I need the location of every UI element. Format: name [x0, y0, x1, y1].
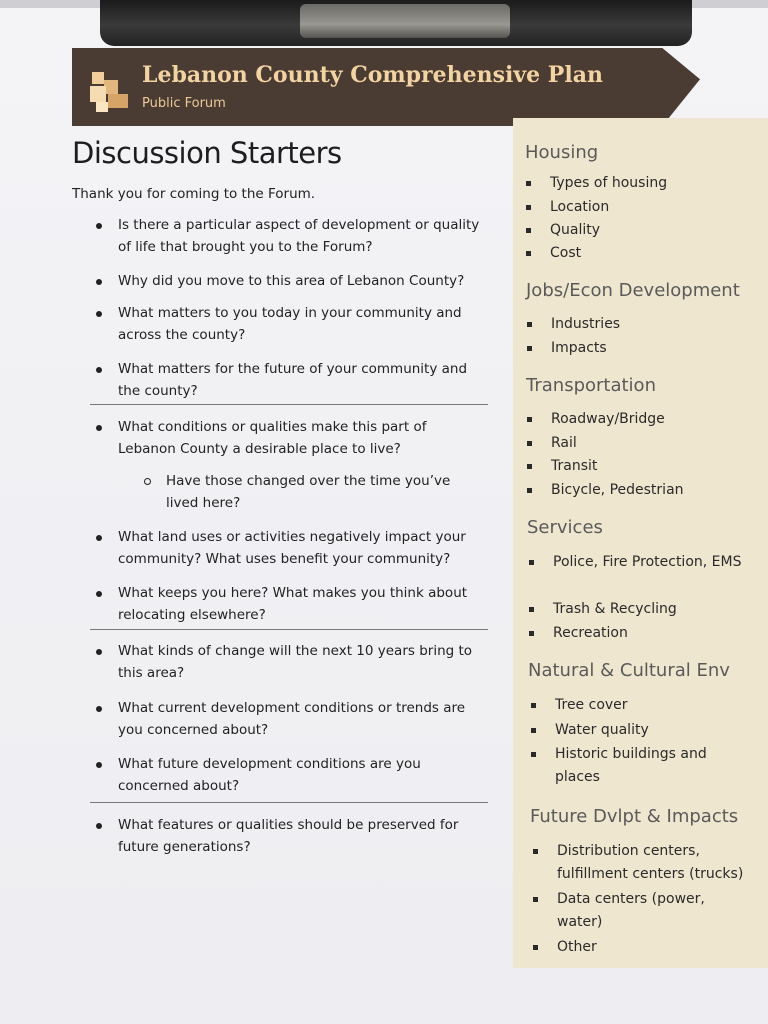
intro-text: Thank you for coming to the Forum. — [72, 186, 316, 202]
square-bullet-icon — [527, 417, 532, 422]
topic-text: Distribution centers, fulfillment centers (trucks) — [557, 843, 744, 882]
list-item — [551, 408, 751, 431]
list-item — [551, 479, 751, 502]
list-item — [553, 551, 743, 574]
category-heading: Transportation — [526, 375, 656, 396]
bullet-icon — [96, 279, 102, 285]
topic-text: Transit — [551, 458, 598, 474]
question-text: What matters to you today in your community and across the county? — [118, 305, 462, 343]
topic-text: Rail — [551, 435, 577, 451]
square-bullet-icon — [529, 560, 534, 565]
list-item — [551, 432, 751, 455]
bullet-icon — [96, 649, 102, 655]
category-heading: Services — [527, 517, 603, 538]
question-text: Have those changed over the time you’ve lived here? — [166, 473, 451, 511]
list-item — [550, 242, 750, 265]
list-item — [118, 270, 488, 292]
question-text: What current development conditions or trends are you concerned about? — [118, 700, 466, 738]
topic-text: Water quality — [555, 722, 649, 738]
category-heading: Natural & Cultural Env — [528, 660, 730, 681]
topic-text: Data centers (power, water) — [557, 891, 705, 930]
question-text: Is there a particular aspect of development or quality of life that brought you to the Forum? — [118, 217, 480, 255]
question-text: Why did you move to this area of Lebanon County? — [118, 273, 465, 289]
topic-text: Roadway/Bridge — [551, 411, 665, 427]
topic-text: Bicycle, Pedestrian — [551, 482, 684, 498]
topic-text: Other — [557, 939, 597, 955]
topic-text: Historic buildings and places — [555, 746, 707, 785]
list-item — [118, 302, 488, 346]
list-item — [118, 214, 488, 258]
list-item — [118, 753, 488, 797]
list-item — [553, 598, 743, 621]
bullet-icon — [96, 762, 102, 768]
square-bullet-icon — [531, 703, 536, 708]
question-text: What kinds of change will the next 10 years bring to this area? — [118, 643, 473, 681]
list-item — [551, 337, 751, 360]
topic-text: Industries — [551, 316, 621, 332]
banner-title: Lebanon County Comprehensive Plan — [142, 62, 603, 88]
clipboard-clip — [100, 0, 692, 46]
list-item — [555, 694, 745, 717]
square-bullet-icon — [531, 752, 536, 757]
category-heading: Housing — [525, 142, 599, 163]
topic-text: Cost — [550, 245, 582, 261]
category-heading: Future Dvlpt & Impacts — [530, 806, 739, 827]
list-item — [118, 358, 488, 402]
square-bullet-icon — [533, 849, 538, 854]
section-divider — [90, 629, 488, 630]
list-item — [555, 743, 735, 789]
square-bullet-icon — [533, 897, 538, 902]
bullet-icon — [96, 367, 102, 373]
list-item — [550, 219, 750, 242]
topic-text: Types of housing — [550, 175, 668, 191]
square-bullet-icon — [526, 181, 531, 186]
section-divider — [90, 802, 488, 803]
square-bullet-icon — [526, 251, 531, 256]
list-item — [551, 313, 751, 336]
question-text: What keeps you here? What makes you think about relocating elsewhere? — [118, 585, 468, 623]
page-title: Discussion Starters — [72, 136, 342, 170]
question-text: What features or qualities should be preserved for future generations? — [118, 817, 459, 855]
list-item — [551, 455, 751, 478]
list-item — [118, 416, 488, 460]
square-bullet-icon — [526, 228, 531, 233]
bullet-icon — [96, 591, 102, 597]
square-bullet-icon — [529, 631, 534, 636]
bullet-icon — [96, 311, 102, 317]
question-text: What matters for the future of your community and the county? — [118, 361, 468, 399]
question-text: What land uses or activities negatively impact your community? What uses benefit your community? — [118, 529, 466, 567]
bullet-icon — [96, 223, 102, 229]
list-item — [557, 936, 747, 959]
bullet-icon — [96, 706, 102, 712]
list-item — [557, 840, 757, 886]
question-text: What conditions or qualities make this part of Lebanon County a desirable place to live? — [118, 419, 427, 457]
list-item — [118, 526, 488, 570]
section-divider — [90, 404, 488, 405]
list-item — [118, 582, 488, 626]
clip-plate — [300, 4, 510, 38]
topic-text: Trash & Recycling — [553, 601, 677, 617]
list-item — [550, 172, 750, 195]
topic-text: Recreation — [553, 625, 628, 641]
square-bullet-icon — [527, 488, 532, 493]
topic-text: Quality — [550, 222, 601, 238]
list-item — [118, 814, 488, 858]
hollow-bullet-icon — [144, 478, 151, 485]
list-item — [550, 196, 750, 219]
bullet-icon — [96, 425, 102, 431]
square-bullet-icon — [527, 322, 532, 327]
list-item — [118, 640, 488, 684]
topic-text: Police, Fire Protection, EMS — [553, 554, 742, 570]
list-item — [555, 719, 745, 742]
question-text: What future development conditions are you concerned about? — [118, 756, 421, 794]
list-item — [553, 622, 743, 645]
stacked-squares-logo-icon — [90, 72, 130, 112]
square-bullet-icon — [526, 205, 531, 210]
square-bullet-icon — [531, 728, 536, 733]
square-bullet-icon — [529, 607, 534, 612]
bullet-icon — [96, 535, 102, 541]
square-bullet-icon — [527, 464, 532, 469]
square-bullet-icon — [527, 346, 532, 351]
topic-text: Impacts — [551, 340, 607, 356]
category-heading: Jobs/Econ Development — [526, 280, 740, 301]
list-item — [557, 888, 727, 934]
list-item — [118, 697, 488, 741]
square-bullet-icon — [533, 945, 538, 950]
square-bullet-icon — [527, 441, 532, 446]
topic-text: Location — [550, 199, 610, 215]
sub-list-item — [166, 470, 466, 514]
bullet-icon — [96, 823, 102, 829]
banner-subtitle: Public Forum — [142, 96, 226, 111]
topic-text: Tree cover — [555, 697, 628, 713]
